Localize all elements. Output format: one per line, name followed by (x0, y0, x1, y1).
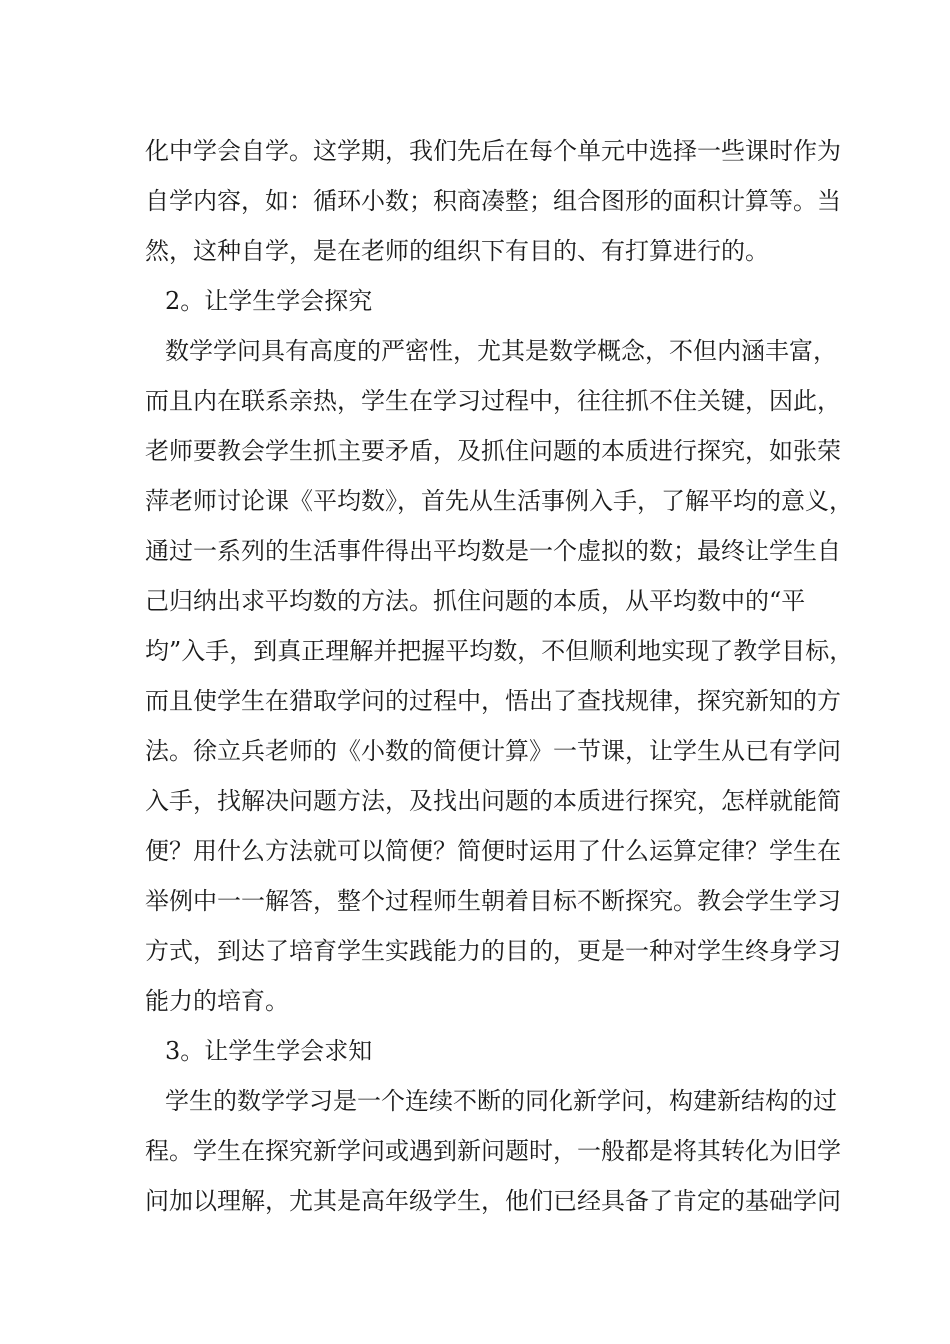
text-line: 而且内在联系亲热，学生在学习过程中，往往抓不住关键，因此， (145, 387, 841, 415)
text-line: 通过一系列的生活事件得出平均数是一个虚拟的数；最终让学生自 (145, 537, 841, 565)
text-line: 均”入手，到真正理解并把握平均数，不但顺利地实现了教学目标， (145, 637, 854, 665)
text-line: 而且使学生在猎取学问的过程中，悟出了查找规律，探究新知的方 (145, 687, 841, 715)
text-line: 程。学生在探究新学问或遇到新问题时，一般都是将其转化为旧学 (145, 1137, 841, 1165)
section-heading: 3。让学生学会求知 (165, 1037, 373, 1065)
text-line: 化中学会自学。这学期，我们先后在每个单元中选择一些课时作为 (145, 137, 841, 165)
text-line: 然，这种自学，是在老师的组织下有目的、有打算进行的。 (145, 237, 769, 265)
text-line: 便？用什么方法就可以简便？简便时运用了什么运算定律？学生在 (145, 837, 841, 865)
text-line: 问加以理解，尤其是高年级学生，他们已经具备了肯定的基础学问 (145, 1187, 841, 1215)
text-line: 入手，找解决问题方法，及找出问题的本质进行探究，怎样就能简 (145, 787, 841, 815)
paragraph-first-line: 学生的数学学习是一个连续不断的同化新学问，构建新结构的过 (165, 1087, 837, 1115)
text-line: 法。徐立兵老师的《小数的简便计算》一节课，让学生从已有学问 (145, 737, 841, 765)
text-line: 自学内容，如：循环小数；积商凑整；组合图形的面积计算等。当 (145, 187, 841, 215)
text-line: 举例中一一解答，整个过程师生朝着目标不断探究。教会学生学习 (145, 887, 841, 915)
text-line: 己归纳出求平均数的方法。抓住问题的本质，从平均数中的“平 (145, 587, 806, 615)
text-line: 老师要教会学生抓主要矛盾，及抓住问题的本质进行探究，如张荣 (145, 437, 841, 465)
text-line: 萍老师讨论课《平均数》，首先从生活事例入手，了解平均的意义， (145, 487, 853, 515)
paragraph-first-line: 数学学问具有高度的严密性，尤其是数学概念，不但内涵丰富， (165, 337, 837, 365)
section-heading: 2。让学生学会探究 (165, 287, 373, 315)
text-line: 方式，到达了培育学生实践能力的目的，更是一种对学生终身学习 (145, 937, 841, 965)
text-line: 能力的培育。 (145, 987, 289, 1015)
